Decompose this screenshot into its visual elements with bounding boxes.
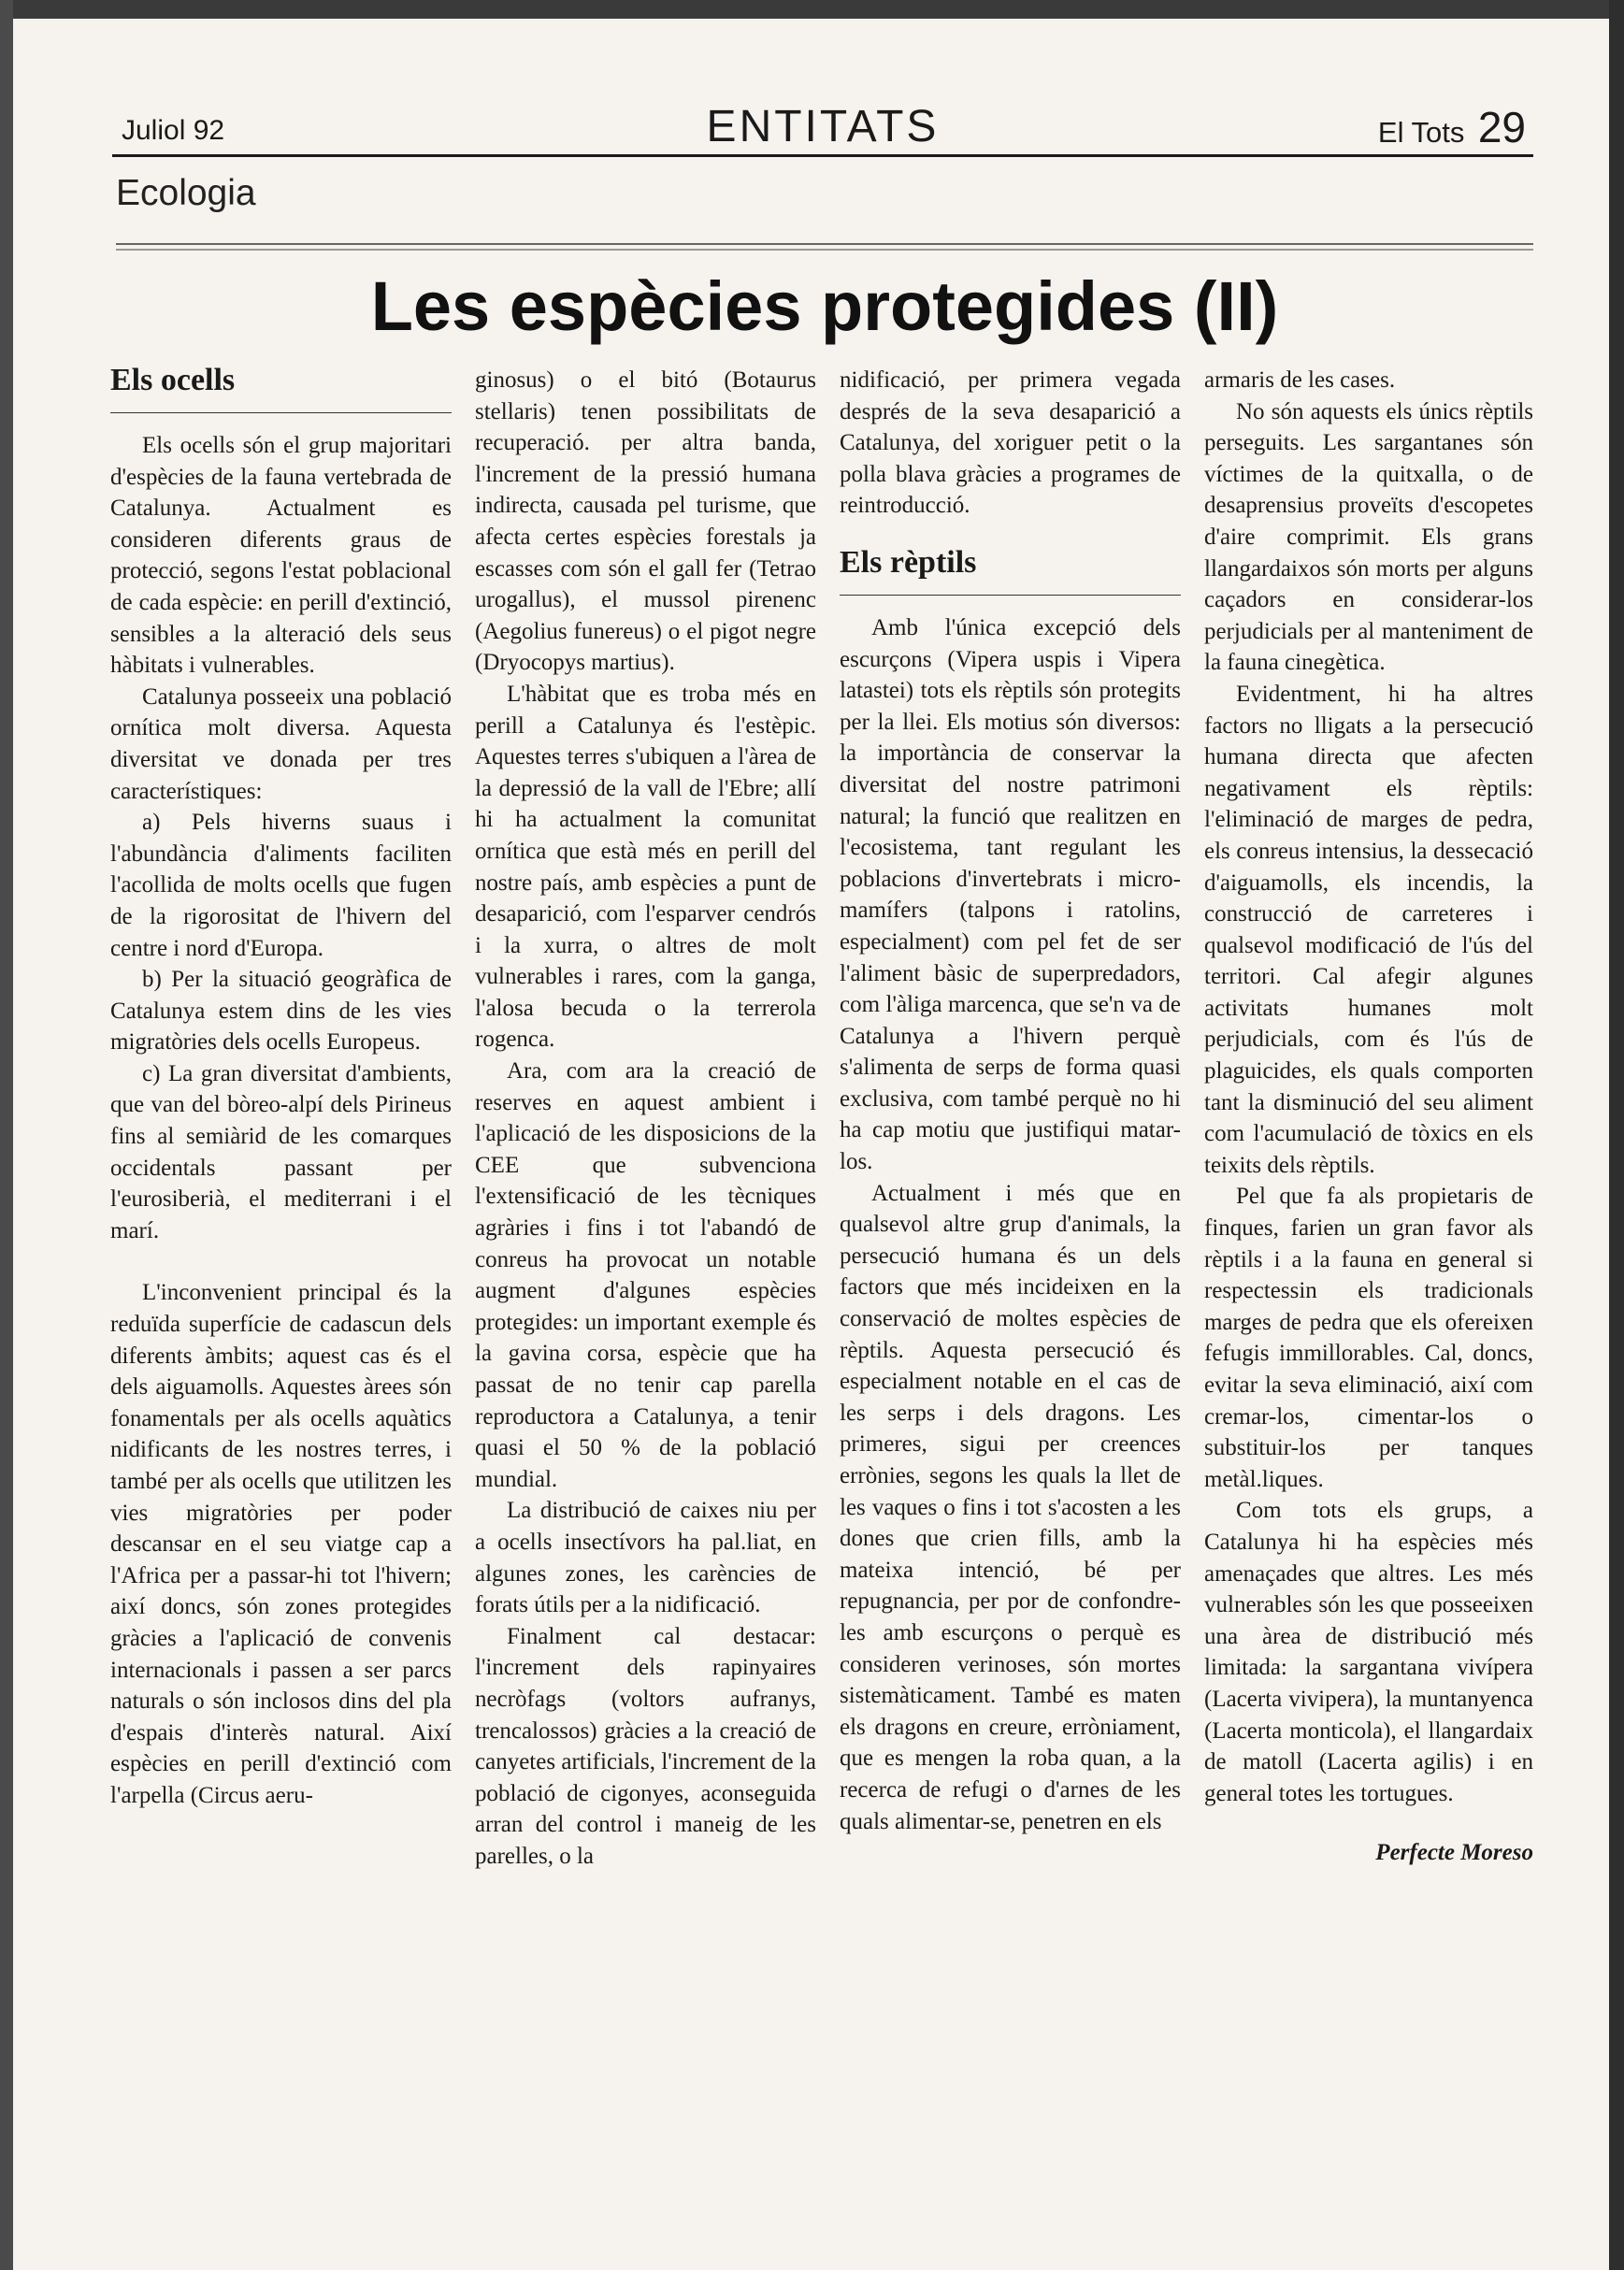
header-publication-block (1378, 102, 1526, 152)
paragraph: a) Pels hiverns suaus i l'abundància d'aliments faciliten l'acollida de molts ocells que fugen de la rigorositat de l'hivern del centre i nord d'Europa. (110, 810, 452, 961)
paragraph: nidificació, per primera vegada després de la seva desaparició a Catalunya, del xoriguer petit o la polla blava gràcies a programes de reintroducció. (840, 367, 1181, 519)
scan-border-right (1609, 0, 1624, 2270)
header-date: Juliol 92 (122, 115, 225, 146)
article-title: Les espècies protegides (II) (370, 267, 1279, 345)
author-signature: Perfecte Moreso (1375, 1840, 1533, 1866)
header-section: ENTITATS (706, 102, 940, 151)
paragraph: L'hàbitat que es troba més en perill a Catalunya és l'estèpic. Aquestes terres s'ubiquen a l'àrea de la depressió de la vall de l'Ebre; allí hi ha actualment la comunitat ornítica que està més en perill del nostre país, amb espècies a punt de desaparició, com l'esparver cendrós i la xurra, o altres de molt vulnerables i rares, com la ganga, l'alosa becuda o la terrerola rogenca. (475, 681, 816, 1053)
page-header (112, 92, 1533, 157)
paragraph: armaris de les cases. (1204, 367, 1396, 393)
paragraph: Com tots els grups, a Catalunya hi ha espècies més amenaçades que altres. Les més vulnerables són les que posseeixen una àrea de distribució més limitada: la sargantana vivípera (Lacerta vivipera), la muntanyenca (Lacerta monticola), el llangardaix de matoll (Lacerta agilis) i en general totes les tortugues. (1204, 1498, 1533, 1806)
subheading-ocells: Els ocells (110, 360, 452, 413)
scan-border-top (0, 0, 1624, 19)
subheading-reptils: Els rèptils (840, 542, 1181, 596)
header-publication: El Tots (1377, 116, 1465, 149)
article-column-1 (110, 360, 452, 2160)
paragraph: No són aquests els únics rèptils perseguits. Les sargantanes són víctimes de la quitxalla, o de desaprensius proveïts d'escopetes d'aire comprimit. Els grans llangardaixos són morts per alguns caçadors en considerar-los perjudicials per al manteniment de la fauna cinegètica. (1204, 398, 1533, 676)
article-column-4 (1204, 365, 1533, 2164)
paragraph: Amb l'única excepció dels escurçons (Vipera uspis i Vipera latastei) tots els rèptils són protegits per la llei. Els motius són diversos: la importància de conservar la diversitat del nostre patrimoni natural; la funció que realitzen en l'ecosistema, tant regulant les poblacions d'invertebrats i micro-mamífers (talpons i ratolins, especialment) com pel fet de ser l'aliment bàsic de superpredadors, com l'àliga marcenca, que se'n va de Catalunya a l'hivern perquè s'alimenta de serps de forma quasi exclusiva, com també perquè no hi ha cap motiu que justifiqui matar-los. (840, 614, 1181, 1175)
paragraph: Actualment i més que en qualsevol altre grup d'animals, la persecució humana és un dels factors que més incideixen en la conservació de moltes espècies de rèptils. Aquesta persecució és especialment notable en el cas de les serps i dels dragons. Les primeres, sigui per creences errònies, segons les quals la llet de les vaques o fins i tot s'acosten a les dones que crien fills, amb la mateixa intenció, bé per repugnancia, per por de confondre-les amb escurçons o perquè es consideren verinoses, són mortes sistemàticament. També es maten els dragons en creure, erròniament, que es mengen la roba quan, a la recerca de refugi o d'arnes de les quals alimentar-se, penetren en els (840, 1180, 1181, 1834)
article-column-2 (475, 365, 816, 2164)
paragraph: ginosus) o el bitó (Botaurus stellaris) tenen possibilitats de recuperació. per altra banda, l'increment de la pressió humana indirecta, causada pel turisme, que afecta certes espècies forestals ja escasses com són el gall fer (Tetrao urogallus), el mussol pirenenc (Aegolius funereus) o el pigot negre (Dryocopys martius). (475, 367, 816, 676)
section-rubric: Ecologia (116, 173, 256, 213)
paragraph: b) Per la situació geogràfica de Catalunya estem dins de les vies migratòries dels ocells Europeus. (110, 967, 452, 1056)
paragraph: Finalment cal destacar: l'increment dels rapinyaires necròfags (voltors aufranys, trencalossos) gràcies a la creació de canyetes artificials, l'increment de la població de cigonyes, aconseguida arran del control i maneig de les parelles, o la (475, 1623, 816, 1869)
article-column-3 (840, 365, 1181, 2164)
section-divider (116, 243, 1533, 251)
paragraph: Catalunya posseeix una població ornítica molt diversa. Aquesta diversitat ve donada per tres característiques: (110, 683, 452, 804)
paragraph: Evidentment, hi ha altres factors no lligats a la persecució humana directa que afecten negativament els rèptils: l'eliminació de marges de pedra, els conreus intensius, la dessecació d'aiguamolls, els incendis, la construcció de carreteres i qualsevol modificació de l'ús del territori. Cal afegir algunes activitats humanes molt perjudicials, com és l'ús de plaguicides, els quals comporten tant la disminució del seu aliment com l'acumulació de tòxics en els teixits dels rèptils. (1204, 681, 1533, 1178)
paragraph: La distribució de caixes niu per a ocells insectívors ha pal.liat, en algunes zones, les carències de forats útils per a la nidificació. (475, 1498, 816, 1618)
scan-border-left (0, 0, 13, 2270)
paragraph: c) La gran diversitat d'ambients, que van del bòreo-alpí dels Pirineus fins al semiàrid de les comarques occidentals passant per l'eurosiberià, el mediterrani i el marí. (110, 1060, 452, 1243)
paragraph: Pel que fa als propietaris de finques, farien un gran favor als rèptils i a la fauna en general si respectessin els tradicionals marges de pedra que els ofereixen fefugis immillorables. Cal, doncs, evitar la seva eliminació, així com cremar-los, cimentar-los o substituir-los per tanques metàl.liques. (1204, 1184, 1533, 1492)
paragraph: Ara, com ara la creació de reserves en aquest ambient i l'aplicació de les disposicions de la CEE que subvenciona l'extensificació de les tècniques agràries i fins i tot l'abandó de conreus ha provocat un notable augment d'algunes espècies protegides: un important exemple és la gavina corsa, espècie que ha passat de no tenir cap parella reproductora a Catalunya, a tenir quasi el 50 % de la població mundial. (475, 1058, 816, 1492)
page-number: 29 (1477, 103, 1526, 151)
paragraph: L'inconvenient principal és la reduïda superfície de cadascun dels diferents àmbits; aquest cas és el dels aiguamolls. Aquestes àrees són fonamentals per als ocells aquàtics nidificants de les nostres terres, i també per als ocells que utilitzen les vies migratòries per poder descansar en el seu viatge cap a l'Africa per a passar-hi tot l'hivern; així doncs, són zones protegides gràcies a l'aplicació de convenis internacionals i passen a ser parcs naturals o són inclosos dins del pla d'espais d'interès natural. Així espècies en perill d'extinció com l'arpella (Circus aeru- (110, 1280, 452, 1808)
paragraph: Els ocells són el grup majoritari d'espècies de la fauna vertebrada de Catalunya. Actualment es consideren diferents graus de protecció, segons l'estat poblacional de cada espècie: en perill d'extinció, sensibles a la alteració dels seus hàbitats i vulnerables. (110, 433, 452, 679)
